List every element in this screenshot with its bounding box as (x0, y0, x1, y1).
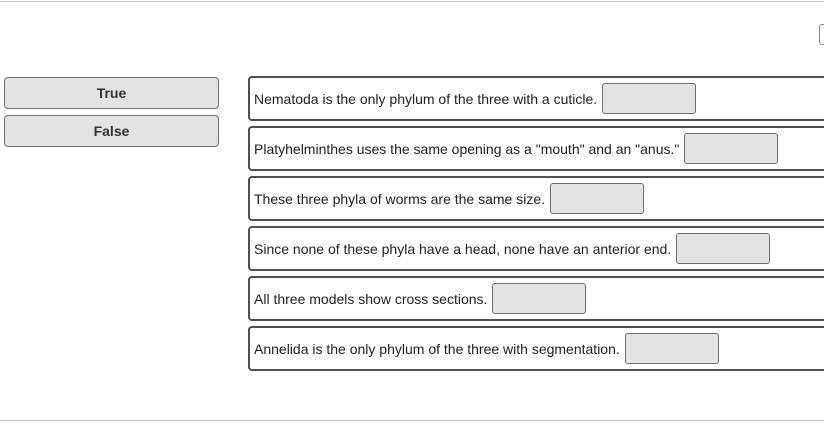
statement-text: These three phyla of worms are the same size. (254, 190, 546, 207)
statement-text: Nematoda is the only phylum of the three with a cuticle. (254, 90, 598, 107)
answer-drop-slot[interactable] (602, 83, 696, 114)
bottom-divider (0, 420, 824, 421)
statement-text: Since none of these phyla have a head, none have an anterior end. (254, 240, 672, 257)
statement-row-3 (248, 176, 824, 221)
reset-button[interactable] (819, 24, 824, 45)
answer-drop-slot[interactable] (676, 233, 770, 264)
statement-row-2 (248, 126, 824, 171)
answer-drop-slot[interactable] (625, 333, 719, 364)
statement-text: All three models show cross sections. (254, 290, 488, 307)
answer-chip-true[interactable]: True (4, 77, 219, 109)
answer-drop-slot[interactable] (550, 183, 644, 214)
statement-text: Platyhelminthes uses the same opening as a "mouth" and an "anus." (254, 140, 680, 157)
statement-text: Annelida is the only phylum of the three with segmentation. (254, 340, 620, 357)
answer-drop-slot[interactable] (684, 133, 778, 164)
top-divider (0, 1, 824, 2)
statement-row-5 (248, 276, 824, 321)
answer-drop-slot[interactable] (492, 283, 586, 314)
statement-row-4 (248, 226, 824, 271)
statement-row-6 (248, 326, 824, 371)
statement-row-1 (248, 76, 824, 121)
answer-chip-false[interactable]: False (4, 115, 219, 147)
